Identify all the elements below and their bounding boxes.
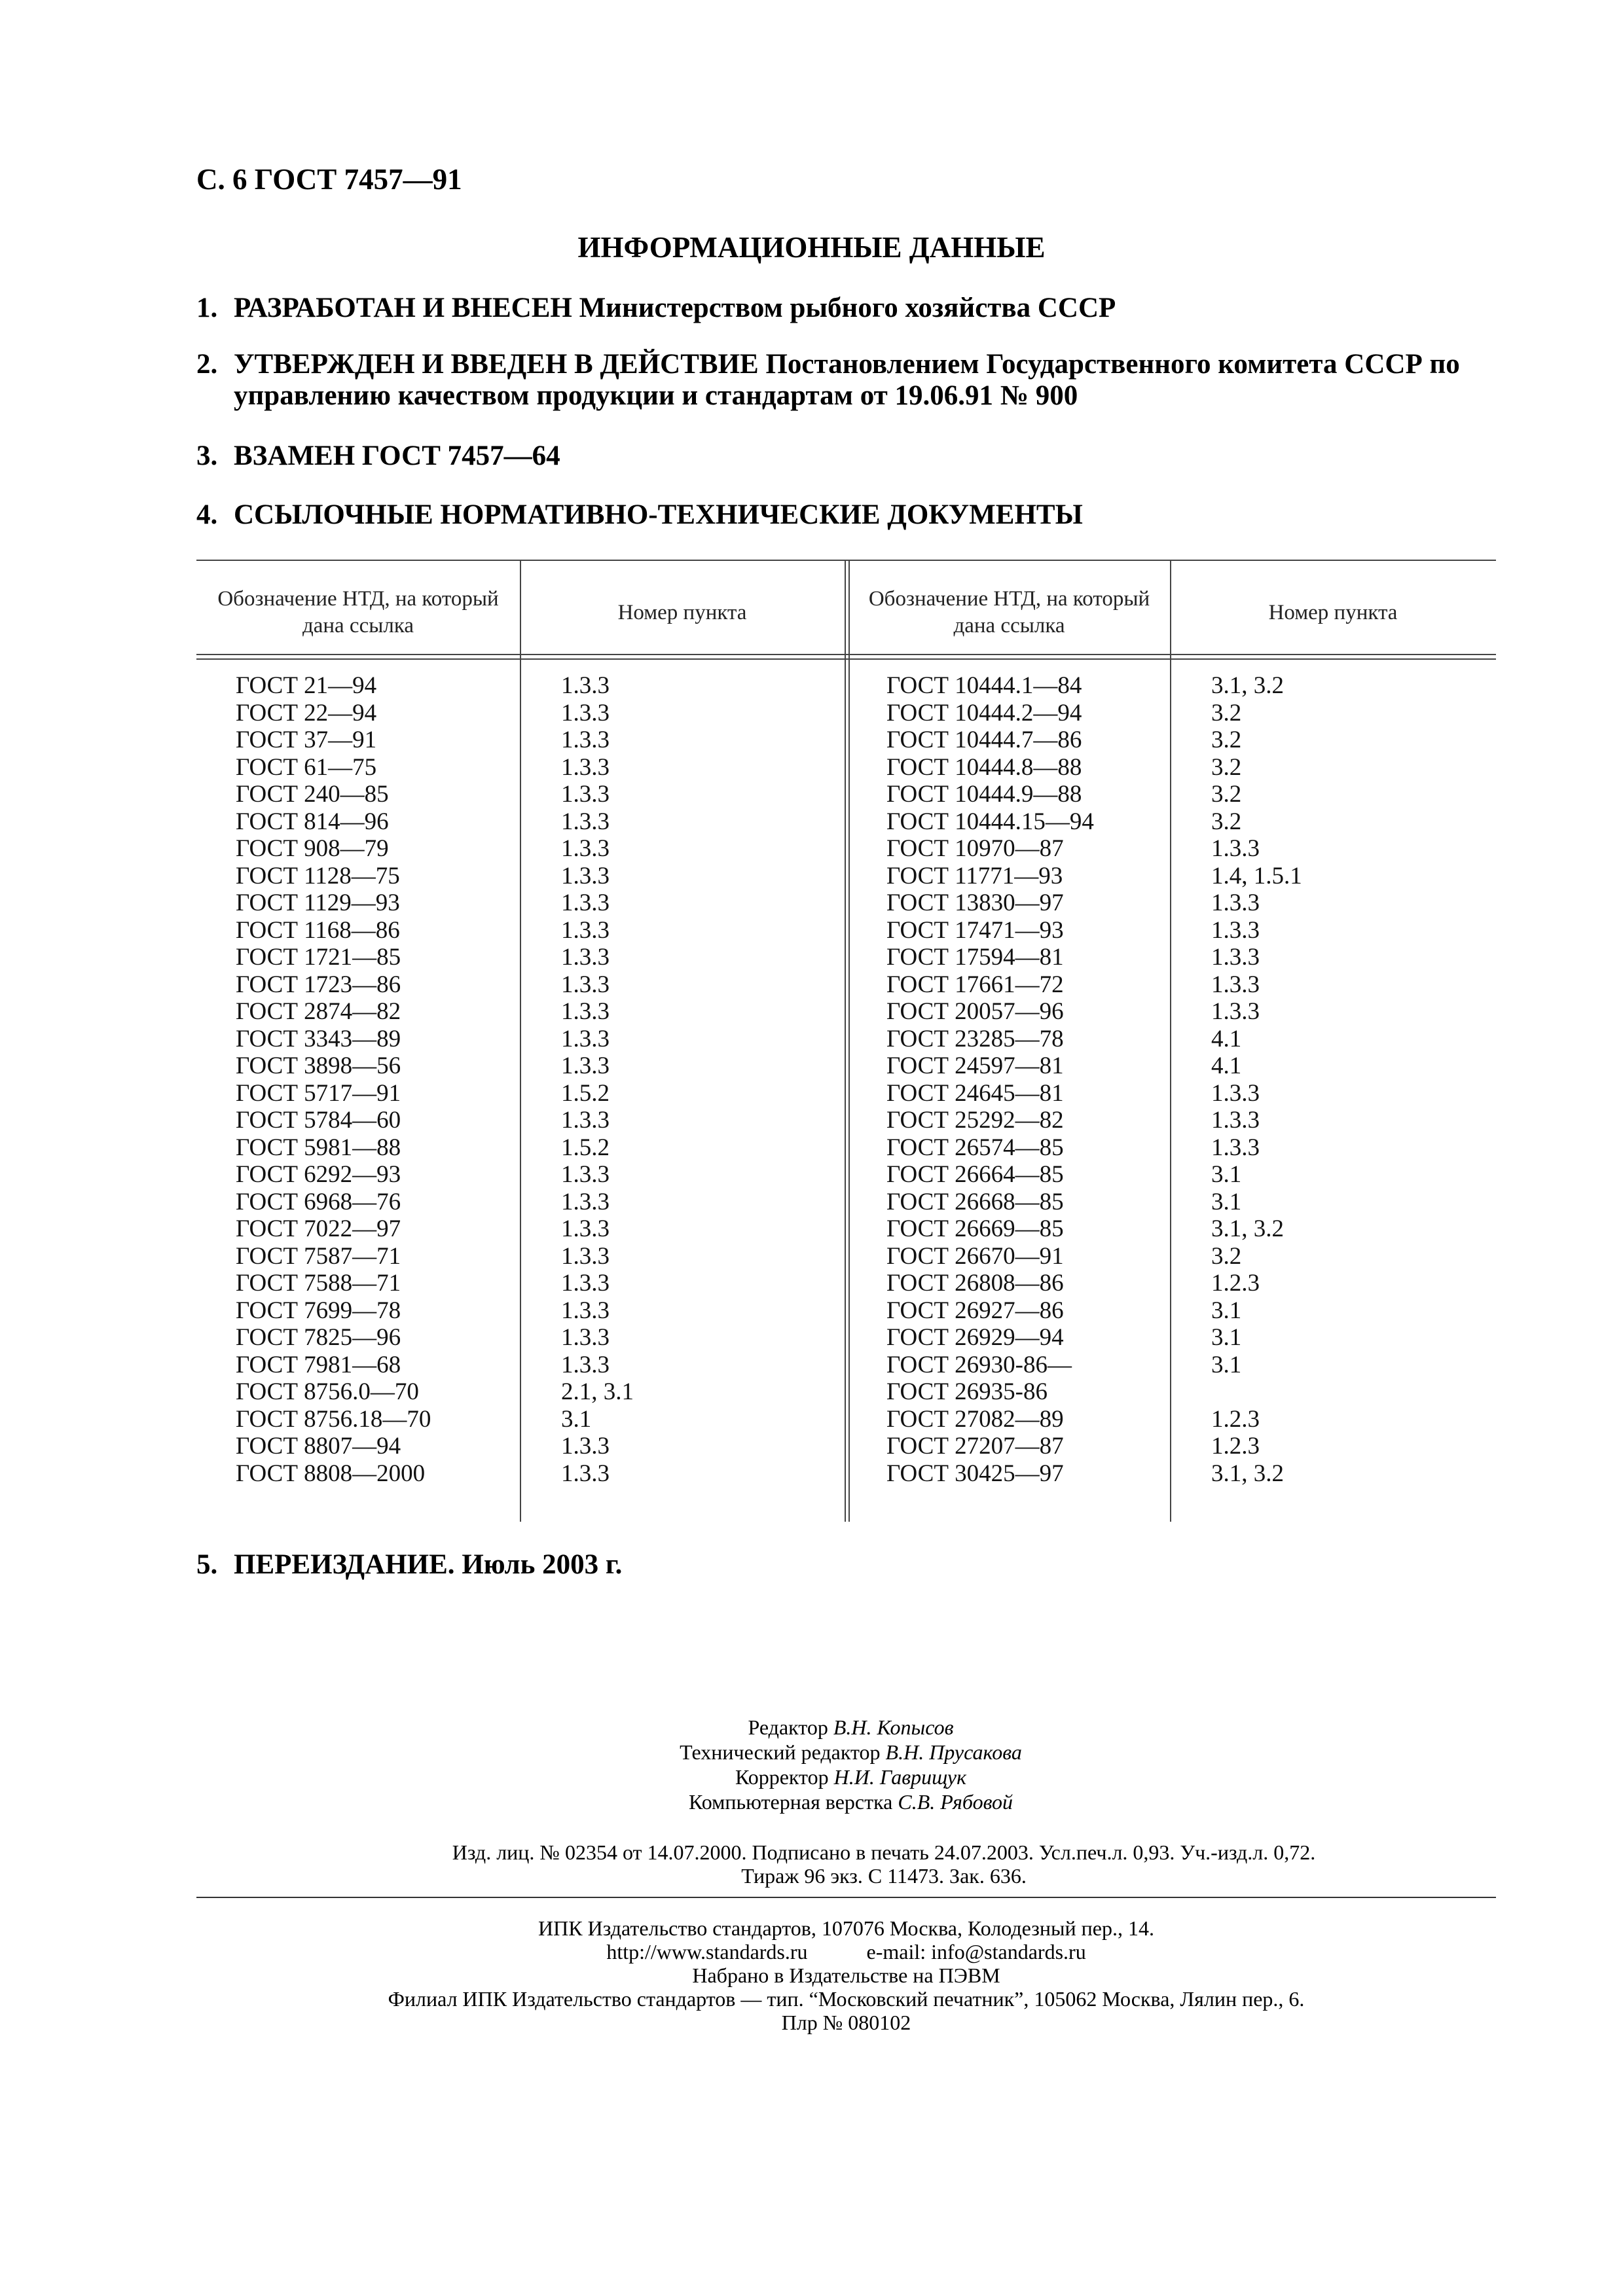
credit-layout: Компьютерная верстка С.В. Рябовой	[688, 1790, 1013, 1814]
table-cell-designation: ГОСТ 26927—86	[886, 1297, 1064, 1324]
table-cell-clause: 1.3.3	[1211, 971, 1260, 998]
table-cell-designation: ГОСТ 10444.2—94	[886, 699, 1082, 726]
credit-proofreader: Корректор Н.И. Гаврищук	[735, 1765, 967, 1789]
table-cell-designation: ГОСТ 22—94	[236, 699, 377, 726]
section-number: 4.	[196, 499, 218, 530]
table-cell-clause: 1.3.3	[1211, 835, 1260, 862]
table-cell-designation: ГОСТ 24597—81	[886, 1052, 1064, 1079]
table-cell-designation: ГОСТ 814—96	[236, 808, 389, 835]
table-divider	[845, 560, 846, 1522]
table-cell-designation: ГОСТ 26935-86	[886, 1378, 1048, 1405]
section-number: 5.	[196, 1549, 218, 1580]
table-header-clause: Номер пункта	[617, 600, 747, 624]
table-cell-clause: 1.3.3	[561, 1351, 610, 1378]
table-header-designation: Обозначение НТД, на который дана ссылка	[217, 587, 499, 637]
table-cell-clause: 1.3.3	[561, 1324, 610, 1351]
table-cell-designation: ГОСТ 26668—85	[886, 1188, 1064, 1215]
table-cell-designation: ГОСТ 24645—81	[886, 1079, 1064, 1107]
publisher-contacts	[196, 1940, 1496, 1964]
table-cell-clause: 1.3.3	[561, 1215, 610, 1242]
table-cell-clause: 1.3.3	[561, 1188, 610, 1215]
table-divider	[1170, 560, 1171, 1522]
section-1	[196, 292, 1116, 324]
table-cell-clause: 1.3.3	[561, 971, 610, 998]
table-cell-clause: 3.1, 3.2	[1211, 1460, 1284, 1487]
table-cell-designation: ГОСТ 30425—97	[886, 1460, 1064, 1487]
table-cell-designation: ГОСТ 7588—71	[236, 1270, 401, 1297]
table-cell-designation: ГОСТ 7022—97	[236, 1215, 401, 1242]
table-cell-clause: 1.3.3	[561, 835, 610, 862]
table-cell-clause: 1.3.3	[561, 1297, 610, 1324]
table-cell-clause: 1.3.3	[561, 889, 610, 916]
table-cell-clause: 1.3.3	[561, 916, 610, 944]
table-cell-designation: ГОСТ 5784—60	[236, 1107, 401, 1134]
table-cell-designation: ГОСТ 10444.15—94	[886, 808, 1094, 835]
table-cell-clause: 3.1, 3.2	[1211, 1215, 1284, 1242]
footer-rule	[196, 1897, 1496, 1898]
table-cell-clause: 1.3.3	[561, 672, 610, 699]
section-5	[196, 1549, 622, 1581]
publisher-address: ИПК Издательство стандартов, 107076 Москва, Колодезный пер., 14.	[538, 1916, 1154, 1940]
publisher-email: e-mail: info@standards.ru	[866, 1940, 1086, 1964]
table-header-designation: Обозначение НТД, на который дана ссылка	[868, 587, 1150, 637]
table-cell-designation: ГОСТ 1129—93	[236, 889, 400, 916]
table-cell-clause: 3.2	[1211, 726, 1242, 753]
table-cell-designation: ГОСТ 23285—78	[886, 1025, 1064, 1052]
table-divider-double	[848, 560, 850, 1522]
table-cell-clause: 3.2	[1211, 699, 1242, 726]
table-cell-designation: ГОСТ 7981—68	[236, 1351, 401, 1378]
table-cell-designation: ГОСТ 20057—96	[886, 998, 1064, 1025]
table-cell-clause: 3.1	[1211, 1161, 1242, 1188]
table-cell-designation: ГОСТ 13830—97	[886, 889, 1064, 916]
table-cell-designation: ГОСТ 26574—85	[886, 1134, 1064, 1161]
credit-editor: Редактор В.Н. Копысов	[748, 1715, 954, 1739]
table-cell-designation: ГОСТ 1168—86	[236, 916, 400, 944]
table-cell-clause: 1.3.3	[561, 1433, 610, 1460]
table-column-right-designation	[886, 672, 1094, 1487]
table-cell-clause: 3.2	[1211, 1242, 1242, 1270]
section-number: 2.	[196, 349, 218, 380]
table-cell-clause: 1.3.3	[561, 726, 610, 753]
table-cell-designation: ГОСТ 7699—78	[236, 1297, 401, 1324]
table-cell-designation: ГОСТ 61—75	[236, 753, 377, 781]
table-cell-designation: ГОСТ 8756.18—70	[236, 1405, 431, 1433]
table-cell-designation: ГОСТ 5717—91	[236, 1079, 401, 1107]
table-cell-clause: 1.3.3	[561, 1107, 610, 1134]
table-cell-designation: ГОСТ 17661—72	[886, 971, 1064, 998]
table-cell-clause: 3.1	[1211, 1297, 1242, 1324]
table-cell-clause: 4.1	[1211, 1052, 1242, 1079]
table-cell-designation: ГОСТ 27082—89	[886, 1405, 1064, 1433]
reference-table	[196, 560, 1496, 1522]
table-cell-clause: 3.2	[1211, 808, 1242, 835]
table-column-right-clause	[1211, 672, 1302, 1487]
section-heading: ПЕРЕИЗДАНИЕ.	[234, 1549, 455, 1580]
table-cell-designation: ГОСТ 10444.7—86	[886, 726, 1082, 753]
table-cell-designation: ГОСТ 7587—71	[236, 1242, 401, 1270]
table-cell-designation: ГОСТ 1128—75	[236, 862, 400, 889]
table-cell-clause: 1.3.3	[1211, 1079, 1260, 1107]
table-cell-designation: ГОСТ 17594—81	[886, 944, 1064, 971]
table-cell-clause: 3.1	[1211, 1188, 1242, 1215]
section-heading: РАЗРАБОТАН И ВНЕСЕН	[234, 293, 572, 323]
table-cell-clause: 1.3.3	[561, 1052, 610, 1079]
table-cell-clause: 1.5.2	[561, 1134, 610, 1161]
table-cell-clause: 3.1	[1211, 1324, 1242, 1351]
section-text: Постановлением Государственного комитета СССР по	[758, 349, 1460, 380]
section-text-continued: управлению качеством продукции и стандартам от 19.06.91 № 900	[234, 380, 1078, 411]
publisher-block	[196, 1916, 1496, 2034]
table-cell-designation: ГОСТ 26669—85	[886, 1215, 1064, 1242]
table-cell-clause: 1.3.3	[561, 781, 610, 808]
table-divider	[520, 560, 521, 1522]
table-column-left-designation	[236, 672, 431, 1487]
table-cell-clause: 1.3.3	[561, 998, 610, 1025]
table-cell-designation: ГОСТ 21—94	[236, 672, 377, 699]
section-number: 3.	[196, 440, 218, 471]
table-cell-designation: ГОСТ 2874—82	[236, 998, 401, 1025]
table-cell-designation: ГОСТ 11771—93	[886, 862, 1063, 889]
table-cell-clause: 1.3.3	[561, 1242, 610, 1270]
section-heading: ВЗАМЕН ГОСТ 7457—64	[234, 440, 560, 471]
table-cell-clause: 1.2.3	[1211, 1405, 1260, 1433]
table-cell-designation: ГОСТ 6292—93	[236, 1161, 401, 1188]
table-header-clause: Номер пункта	[1268, 600, 1398, 624]
section-4	[196, 499, 1083, 531]
table-cell-clause	[1211, 1378, 1302, 1406]
table-cell-clause: 1.3.3	[561, 1025, 610, 1052]
table-cell-clause: 1.3.3	[561, 862, 610, 889]
section-text: Июль 2003 г.	[454, 1549, 623, 1580]
table-cell-designation: ГОСТ 1723—86	[236, 971, 401, 998]
imprint-line: Тираж 96 экз. С 11473. Зак. 636.	[741, 1864, 1027, 1888]
credits-block	[0, 1715, 1623, 1814]
table-cell-designation: ГОСТ 26929—94	[886, 1324, 1064, 1351]
table-cell-designation: ГОСТ 1721—85	[236, 944, 401, 971]
table-cell-clause: 4.1	[1211, 1025, 1242, 1052]
section-2	[196, 349, 1460, 412]
table-cell-designation: ГОСТ 3343—89	[236, 1025, 401, 1052]
section-heading: ССЫЛОЧНЫЕ НОРМАТИВНО-ТЕХНИЧЕСКИЕ ДОКУМЕНТЫ	[234, 499, 1083, 530]
table-cell-designation: ГОСТ 8807—94	[236, 1433, 401, 1460]
table-cell-clause: 1.3.3	[561, 699, 610, 726]
publisher-url: http://www.standards.ru	[606, 1940, 808, 1964]
table-cell-designation: ГОСТ 3898—56	[236, 1052, 401, 1079]
table-cell-designation: ГОСТ 908—79	[236, 835, 389, 862]
table-cell-clause: 1.3.3	[561, 944, 610, 971]
section-3	[196, 440, 560, 472]
table-cell-designation: ГОСТ 10970—87	[886, 835, 1064, 862]
imprint-block	[196, 1840, 1571, 1888]
table-cell-clause: 3.1	[561, 1405, 592, 1433]
table-cell-clause: 3.2	[1211, 781, 1242, 808]
table-cell-clause: 3.1, 3.2	[1211, 672, 1284, 699]
table-cell-clause: 1.3.3	[1211, 916, 1260, 944]
table-header-rule	[196, 654, 1496, 655]
table-cell-clause: 1.2.3	[1211, 1270, 1260, 1297]
table-cell-designation: ГОСТ 10444.8—88	[886, 753, 1082, 781]
table-cell-clause: 1.3.3	[561, 1270, 610, 1297]
table-top-rule	[196, 560, 1496, 561]
page-title: ИНФОРМАЦИОННЫЕ ДАННЫЕ	[577, 231, 1046, 264]
table-cell-clause: 1.3.3	[1211, 1134, 1260, 1161]
section-text: Министерством рыбного хозяйства СССР	[572, 293, 1116, 323]
table-cell-clause: 3.2	[1211, 753, 1242, 781]
table-cell-designation: ГОСТ 10444.9—88	[886, 781, 1082, 808]
table-cell-clause: 1.5.2	[561, 1079, 610, 1107]
table-cell-clause: 1.4, 1.5.1	[1211, 862, 1302, 889]
table-cell-clause: 1.3.3	[1211, 944, 1260, 971]
page-header: С. 6 ГОСТ 7457—91	[196, 163, 462, 196]
table-cell-clause: 1.2.3	[1211, 1433, 1260, 1460]
imprint-line: Изд. лиц. № 02354 от 14.07.2000. Подписано в печать 24.07.2003. Усл.печ.л. 0,93. Уч.-изд.л. 0,72.	[452, 1840, 1316, 1864]
table-cell-designation: ГОСТ 5981—88	[236, 1134, 401, 1161]
table-cell-designation: ГОСТ 26670—91	[886, 1242, 1064, 1270]
publisher-license: Плр № 080102	[781, 2011, 911, 2034]
table-cell-designation: ГОСТ 240—85	[236, 781, 389, 808]
credit-tech-editor: Технический редактор В.Н. Прусакова	[680, 1740, 1022, 1764]
table-header-rule-double	[196, 658, 1496, 660]
table-cell-designation: ГОСТ 7825—96	[236, 1324, 401, 1351]
table-cell-designation: ГОСТ 8756.0—70	[236, 1378, 419, 1405]
table-cell-designation: ГОСТ 10444.1—84	[886, 672, 1082, 699]
table-cell-designation: ГОСТ 8808—2000	[236, 1460, 426, 1487]
table-cell-clause: 1.3.3	[561, 1460, 610, 1487]
section-heading: УТВЕРЖДЕН И ВВЕДЕН В ДЕЙСТВИЕ	[234, 349, 759, 380]
table-cell-clause: 1.3.3	[561, 808, 610, 835]
table-cell-designation: ГОСТ 26930-86—	[886, 1351, 1072, 1378]
table-cell-clause: 1.3.3	[561, 1161, 610, 1188]
table-cell-clause: 1.3.3	[561, 753, 610, 781]
table-cell-designation: ГОСТ 17471—93	[886, 916, 1064, 944]
table-cell-designation: ГОСТ 27207—87	[886, 1433, 1064, 1460]
table-cell-clause: 3.1	[1211, 1351, 1242, 1378]
table-cell-designation: ГОСТ 26664—85	[886, 1161, 1064, 1188]
publisher-branch: Филиал ИПК Издательство стандартов — тип. “Московский печатник”, 105062 Москва, Лялин пер., 6.	[388, 1987, 1305, 2011]
table-cell-designation: ГОСТ 6968—76	[236, 1188, 401, 1215]
table-cell-clause: 2.1, 3.1	[561, 1378, 634, 1405]
table-cell-designation: ГОСТ 25292—82	[886, 1107, 1064, 1134]
table-cell-clause: 1.3.3	[1211, 998, 1260, 1025]
table-column-left-clause	[561, 672, 634, 1487]
table-cell-designation: ГОСТ 37—91	[236, 726, 377, 753]
publisher-typeset: Набрано в Издательстве на ПЭВМ	[692, 1964, 1000, 1987]
table-cell-clause: 1.3.3	[1211, 1107, 1260, 1134]
table-cell-designation: ГОСТ 26808—86	[886, 1270, 1064, 1297]
section-number: 1.	[196, 293, 218, 323]
table-cell-clause: 1.3.3	[1211, 889, 1260, 916]
